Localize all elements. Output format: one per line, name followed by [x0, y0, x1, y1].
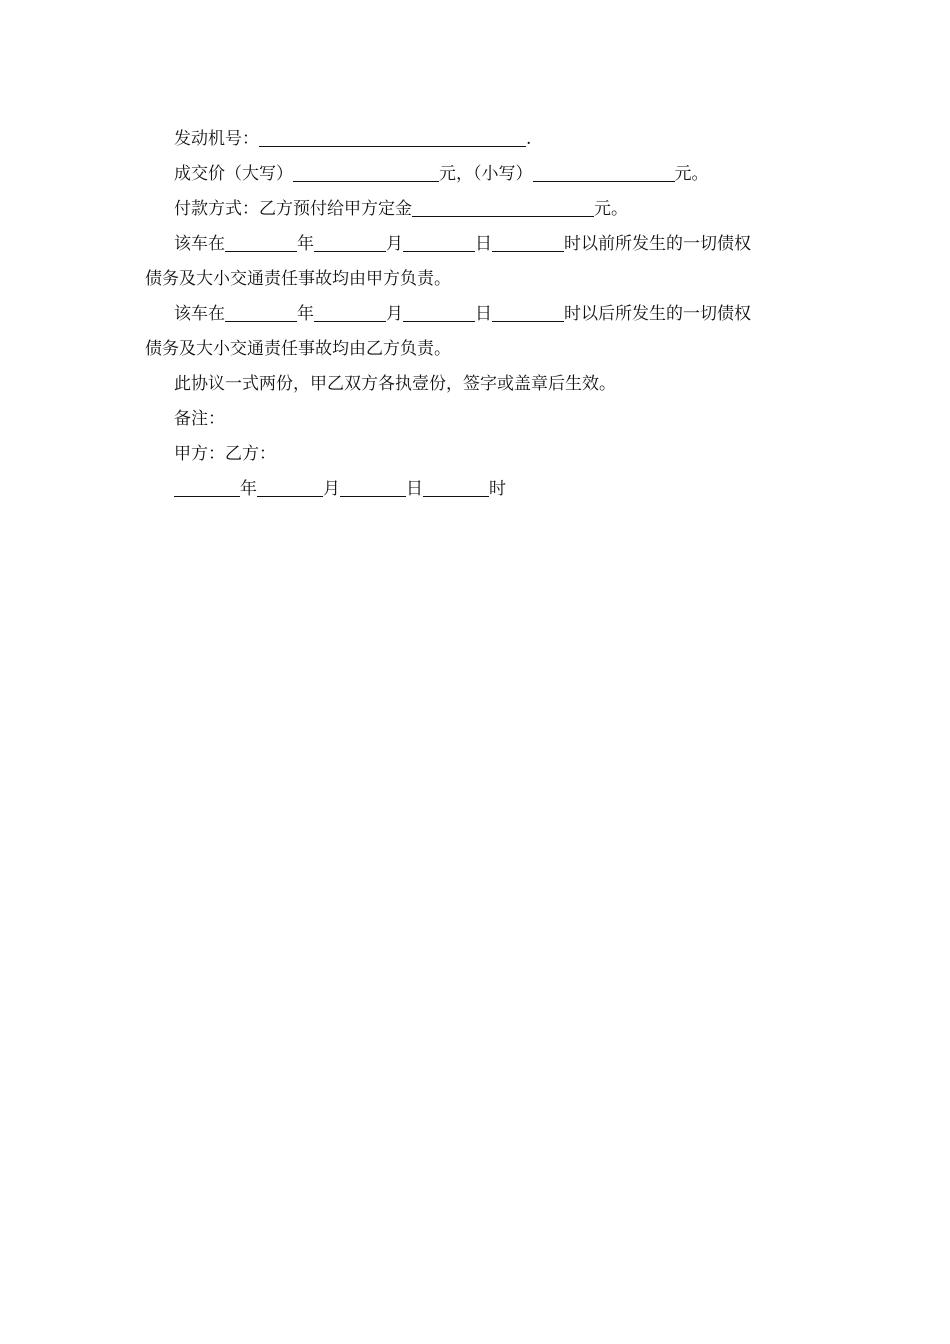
sign-hour-blank: [423, 476, 489, 497]
before-clause-prefix: 该车在: [174, 234, 225, 254]
remarks-label: 备注：: [174, 409, 225, 429]
sign-month-label: 月: [323, 479, 340, 499]
price-line: [145, 157, 810, 192]
engine-number-line: [145, 122, 810, 157]
price-mid-text: 元，（小写）: [439, 164, 533, 184]
payment-line: [145, 192, 810, 227]
parties-line: [145, 437, 810, 472]
after-clause-suffix: 时以后所发生的一切债权: [564, 304, 751, 324]
before-month-blank: [314, 231, 386, 252]
after-clause-text: 债务及大小交通责任事故均由乙方负责。: [145, 339, 451, 359]
before-clause-continuation: [145, 262, 810, 297]
after-month-label: 月: [386, 304, 403, 324]
sign-year-label: 年: [240, 479, 257, 499]
after-year-label: 年: [297, 304, 314, 324]
signature-date-line: [145, 472, 810, 507]
before-hour-blank: [492, 231, 564, 252]
sign-hour-label: 时: [489, 479, 506, 499]
remarks-line: [145, 402, 810, 437]
sign-day-blank: [340, 476, 406, 497]
engine-number-end: .: [526, 129, 532, 149]
after-clause-line: [145, 297, 810, 332]
before-clause-line: [145, 227, 810, 262]
copies-text: 此协议一式两份，甲乙双方各执壹份，签字或盖章后生效。: [174, 374, 616, 394]
after-clause-continuation: [145, 332, 810, 367]
deposit-blank: [412, 196, 594, 217]
price-lower-blank: [533, 161, 675, 182]
before-day-blank: [403, 231, 475, 252]
engine-number-blank: [259, 126, 526, 147]
after-day-label: 日: [475, 304, 492, 324]
before-year-label: 年: [297, 234, 314, 254]
before-clause-suffix: 时以前所发生的一切债权: [564, 234, 751, 254]
before-clause-text: 债务及大小交通责任事故均由甲方负责。: [145, 269, 451, 289]
after-year-blank: [225, 301, 297, 322]
price-end-text: 元。: [674, 164, 709, 184]
payment-label: 付款方式：乙方预付给甲方定金: [174, 199, 412, 219]
before-year-blank: [225, 231, 297, 252]
price-label: 成交价（大写）: [174, 164, 293, 184]
payment-end-text: 元。: [594, 199, 628, 219]
sign-day-label: 日: [406, 479, 423, 499]
copies-line: [145, 367, 810, 402]
sign-month-blank: [257, 476, 323, 497]
engine-number-label: 发动机号：: [174, 129, 259, 149]
after-hour-blank: [492, 301, 564, 322]
before-month-label: 月: [386, 234, 403, 254]
parties-label: 甲方：乙方：: [174, 444, 276, 464]
contract-content: [145, 122, 810, 507]
after-day-blank: [403, 301, 475, 322]
after-month-blank: [314, 301, 386, 322]
sign-year-blank: [174, 476, 240, 497]
before-day-label: 日: [475, 234, 492, 254]
price-upper-blank: [293, 161, 439, 182]
after-clause-prefix: 该车在: [174, 304, 225, 324]
